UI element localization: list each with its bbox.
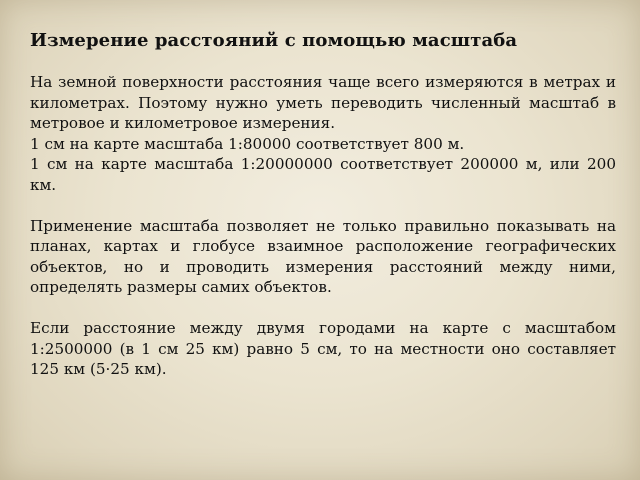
paragraph-example-20000000: 1 см на карте масштаба 1:20000000 соответствует 200000 м, или 200 км. xyxy=(30,155,616,194)
slide-body xyxy=(30,72,616,380)
paragraph-city-distance-example: Если расстояние между двумя городами на карте с масштабом 1:2500000 (в 1 см 25 км) равно 5 см, то на местности оно составляет 125 км (5·25 км). xyxy=(30,319,616,378)
paragraph-example-80000: 1 см на карте масштаба 1:80000 соответствует 800 м. xyxy=(30,134,465,153)
paragraph-spacer xyxy=(30,195,616,216)
paragraph-spacer xyxy=(30,298,616,319)
paragraph-units-intro: На земной поверхности расстояния чаще всего измеряются в метрах и километрах. Поэтому нужно уметь переводить численный масштаб в метровое и километровое измерения. xyxy=(30,73,616,132)
paragraph-scale-application: Применение масштаба позволяет не только правильно показывать на планах, картах и глобусе взаимное расположение географических объектов, но и проводить измерения расстояний между ними, определять размеры самих объектов. xyxy=(30,216,616,296)
slide-title: Измерение расстояний с помощью масштаба xyxy=(30,30,518,51)
